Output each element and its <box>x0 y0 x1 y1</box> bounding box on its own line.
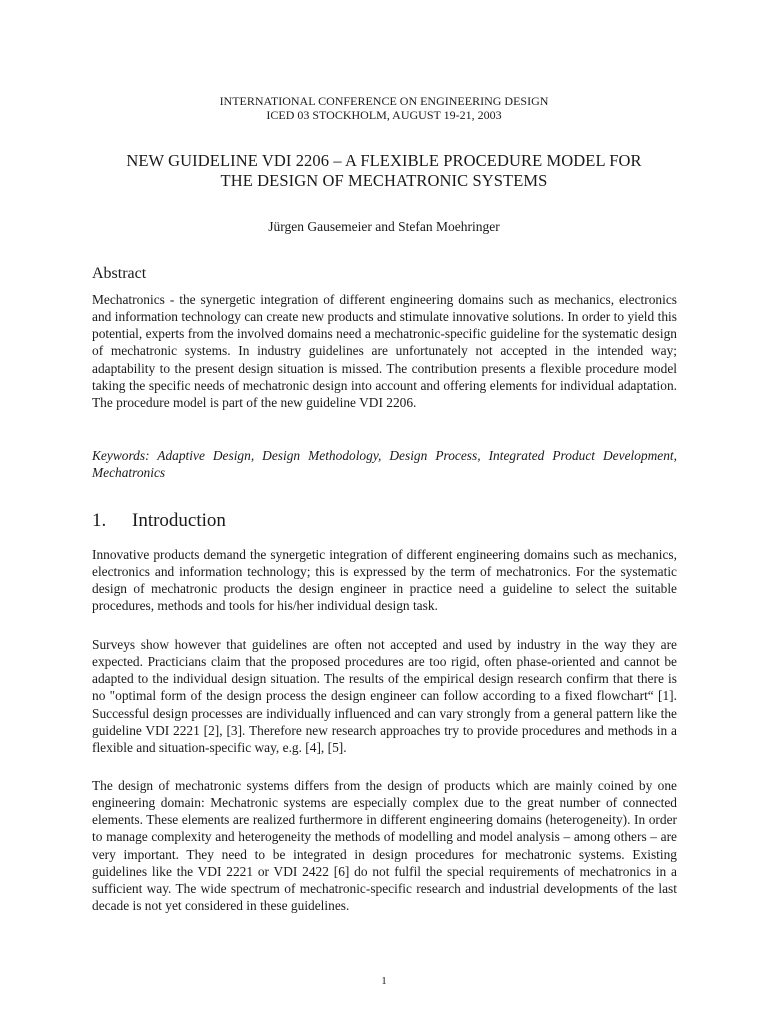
conference-name: INTERNATIONAL CONFERENCE ON ENGINEERING DESIGN <box>219 94 549 108</box>
page-number: 1 <box>381 975 387 987</box>
abstract-text: Mechatronics - the synergetic integration of different engineering domains such as mechanics, electronics and information technology can create new products and stimulate innovative solutions. In order to yield this potential, experts from the involved domains need a mechatronic-specific guideline for the systematic design of mechatronic systems. In industry guidelines are unfortunately not accepted in the intended way; adaptability to the present design situation is missed. The contribution presents a flexible procedure model taking the specific needs of mechatronic design into account and offering elements for individual adaptation. The procedure model is part of the new guideline VDI 2206. <box>92 292 677 410</box>
section-number: 1. <box>92 510 107 531</box>
abstract-heading: Abstract <box>92 265 147 282</box>
intro-paragraph-2: Surveys show however that guidelines are often not accepted and used by industry in the way they are expected. Practicians claim that the proposed procedures are too rigid, often phase-oriented and cannot be adapted to the individual design situation. The results of the empirical design research confirm that there is no "optimal form of the design process the design engineer can follow according to a fixed flowchart“ [1]. Successful design processes are individually influenced and can vary strongly from a general pattern like the guideline VDI 2221 [2], [3]. Therefore new research approaches try to provide procedures and methods in a flexible and situation-specific way, e.g. [4], [5]. <box>92 637 677 755</box>
keywords: Keywords: Adaptive Design, Design Methodology, Design Process, Integrated Product Development, Mechatronics <box>92 448 677 481</box>
paper-title-line-2: THE DESIGN OF MECHATRONIC SYSTEMS <box>220 171 548 190</box>
intro-paragraph-1: Innovative products demand the synergetic integration of different engineering domains such as mechanics, electronics and information technology; this is expressed by the term of mechatronics. For the systematic design of mechatronic products the design engineer in practice need a guideline to select the suitable procedures, methods and tools for his/her individual design task. <box>92 547 677 614</box>
conference-location-date: ICED 03 STOCKHOLM, AUGUST 19-21, 2003 <box>266 108 502 122</box>
paper-title-line-1: NEW GUIDELINE VDI 2206 – A FLEXIBLE PROCEDURE MODEL FOR <box>126 151 642 170</box>
section-heading-introduction <box>92 509 226 533</box>
section-title: Introduction <box>132 510 226 531</box>
paper-authors: Jürgen Gausemeier and Stefan Moehringer <box>268 219 500 234</box>
intro-paragraph-3: The design of mechatronic systems differs from the design of products which are mainly coined by one engineering domain: Mechatronic systems are especially complex due to the great number of connected elements. These elements are realized furthermore in different engineering domains (heterogeneity). In order to manage complexity and heterogeneity the methods of modelling and model analysis – among others – are very important. They need to be integrated in design procedures for mechatronic systems. Existing guidelines like the VDI 2221 or VDI 2422 [6] do not fulfil the special requirements of mechatronics in a sufficient way. The wide spectrum of mechatronic-specific research and industrial developments of the last decade is not yet considered in these guidelines. <box>92 778 677 914</box>
